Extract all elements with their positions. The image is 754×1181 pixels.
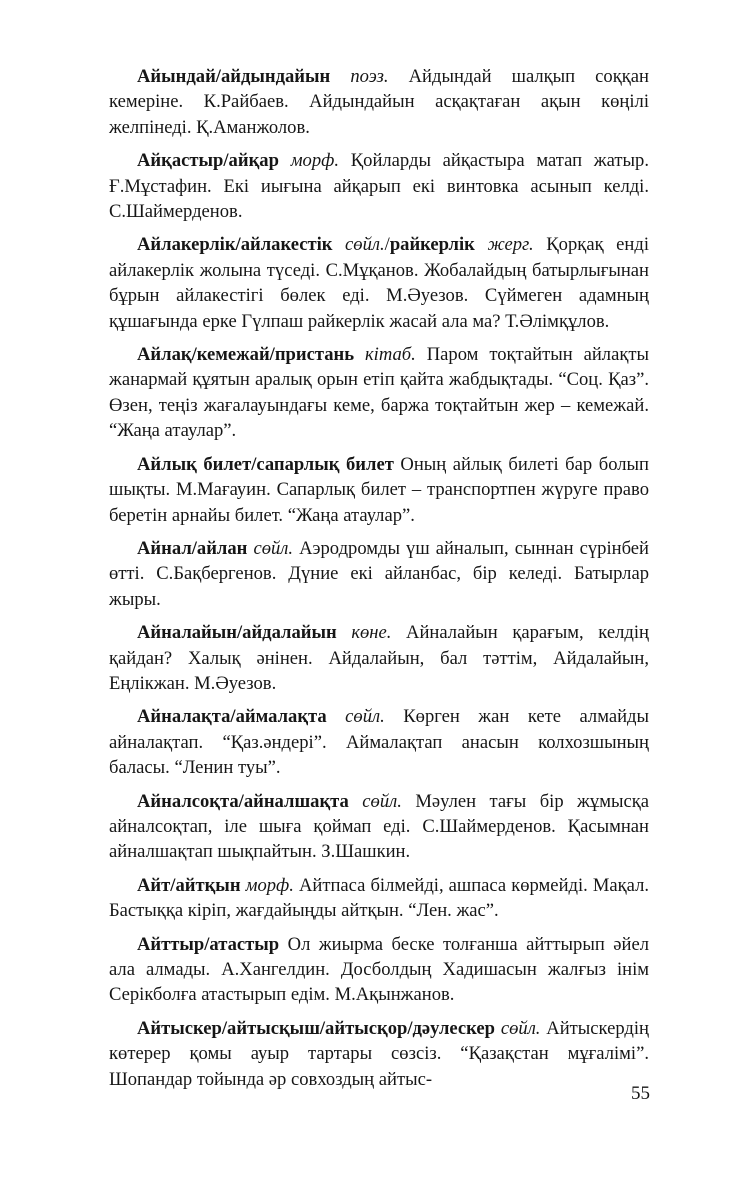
entry-text bbox=[475, 234, 488, 255]
entry-text bbox=[279, 150, 291, 171]
entry-text bbox=[349, 791, 362, 812]
entry-text bbox=[354, 344, 365, 365]
dictionary-entry bbox=[109, 452, 649, 528]
entry-text: Айтпаса білмейді, ашпаса көрмейді. Мақал. Бастыққа кіріп, жағдайыңды айтқын. “Лен. жас”. bbox=[109, 874, 650, 922]
entry-text: Паром тоқтайтын айлақты жанармай құятын аралық орын етіп қайта жабдықтады. “Соц. Қаз”. Өзен, теңіз жағалауындағы кеме, баржа тоқтайтын жер – кемежай. “Жаңа атаулар”. bbox=[109, 344, 649, 442]
entry-style-label: сөйл. bbox=[253, 537, 294, 559]
entry-text bbox=[330, 66, 350, 87]
dictionary-entry bbox=[109, 232, 649, 334]
entry-text: / bbox=[384, 234, 390, 256]
entry-headword: Айт/айтқын bbox=[137, 874, 241, 896]
entry-headword: Айнал/айлан bbox=[137, 537, 248, 559]
entry-text: Аэродромды үш айналып, сыннан сүрінбей өтті. С.Бақбергенов. Дүние екі айланбас, бір келеді. Батырлар жыры. bbox=[109, 537, 649, 610]
entry-headword: Айлақ/кемежай/пристань bbox=[137, 344, 355, 366]
entry-headword: Айқастыр/айқар bbox=[137, 150, 279, 172]
dictionary-entry bbox=[109, 148, 649, 224]
entry-style-label: поэз. bbox=[350, 66, 389, 87]
dictionary-entry bbox=[109, 789, 649, 865]
entry-style-label: сөйл. bbox=[345, 706, 385, 728]
entry-headword: Айттыр/атастыр bbox=[137, 933, 280, 955]
entry-headword: Айтыскер/айтысқыш/айтысқор/дәулескер bbox=[137, 1017, 495, 1039]
dictionary-entry bbox=[109, 1016, 649, 1092]
entry-text: Айдындай шалқып соққан кемеріне. К.Райбаев. Айдындайын асқақтаған ақын көңілі желпінеді. Қ.Аманжолов. bbox=[109, 66, 650, 138]
entry-text: Мәулен тағы бір жұмысқа айналсоқтап, іле шыға қоймап еді. С.Шаймерденов. Қасымнан айналшақтап шықпайтын. З.Шашкин. bbox=[109, 790, 649, 863]
entry-style-label: көне. bbox=[351, 622, 392, 644]
entry-text: Айналайын қарағым, келдің қайдан? Халық әнінен. Айдалайын, бал тәттім, Айдалайын, Еңлікжан. М.Әуезов. bbox=[109, 622, 649, 694]
entry-text bbox=[332, 234, 345, 255]
entry-style-label: жерг. bbox=[487, 234, 534, 256]
entry-headword: райкерлік bbox=[389, 234, 475, 256]
entry-style-label: кітаб. bbox=[364, 344, 416, 366]
entry-text: Көрген жан кете алмайды айналақтап. “Қаз.әндері”. Аймалақтап анасын колхозшының баласы. “Ленин туы”. bbox=[109, 706, 649, 779]
entry-text: Оның айлық билеті бар болып шықты. М.Мағауин. Сапарлық билет – транспортпен жүруге право беретін арнайы билет. “Жаңа атаулар”. bbox=[109, 453, 649, 526]
entry-style-label: сөйл. bbox=[362, 790, 402, 812]
entry-style-label: сөйл. bbox=[345, 234, 385, 256]
entry-headword: Айналақта/аймалақта bbox=[137, 706, 327, 728]
entry-headword: Айындай/айдындайын bbox=[137, 66, 331, 87]
dictionary-entry bbox=[109, 536, 649, 612]
entry-style-label: сөйл. bbox=[500, 1017, 541, 1039]
dictionary-entry bbox=[109, 342, 649, 444]
dictionary-entry bbox=[109, 64, 649, 140]
entry-text bbox=[327, 706, 345, 727]
entry-text: Қойларды айқастыра матап жатыр. Ғ.Мұстафин. Екі иығына айқарып екі винтовка асынып келді. С.Шаймерденов. bbox=[109, 150, 649, 223]
entry-headword: Айналсоқта/айналшақта bbox=[137, 790, 349, 812]
dictionary-entry bbox=[109, 704, 649, 780]
entry-headword: Айлық билет/сапарлық билет bbox=[137, 453, 394, 475]
page-number: 55 bbox=[631, 1083, 650, 1104]
entry-text: Қорқақ енді айлакерлік жолына түседі. С.Мұқанов. Жобалайдың батырлығынан бұрын айлакестігі бөлек еді. М.Әуезов. Сүймеген адамның құшағында ерке Гүлпаш райкерлік жасай ала ма? Т.Әлімқұлов. bbox=[109, 234, 649, 332]
entry-text: Ол жиырма беске толғанша айттырып әйел ала алмады. А.Хангелдин. Досболдың Хадишасын жалғыз інім Серікболға атастырып едім. М.Ақынжанов. bbox=[109, 933, 649, 1006]
entry-headword: Айлакерлік/айлакестік bbox=[137, 234, 333, 256]
dictionary-entry bbox=[109, 873, 649, 924]
entry-style-label: морф. bbox=[290, 150, 339, 172]
dictionary-entry bbox=[109, 620, 649, 696]
entry-text: Айтыскердің көтерер қомы ауыр тартары сөзсіз. “Қазақстан мұғалімі”. Шопандар тойында әр совхоздың айтыс- bbox=[109, 1017, 649, 1090]
entry-text bbox=[337, 622, 352, 643]
entry-headword: Айналайын/айдалайын bbox=[137, 622, 337, 644]
dictionary-entry bbox=[109, 932, 649, 1008]
dictionary-page bbox=[109, 64, 649, 1100]
entry-style-label: морф. bbox=[245, 874, 294, 896]
